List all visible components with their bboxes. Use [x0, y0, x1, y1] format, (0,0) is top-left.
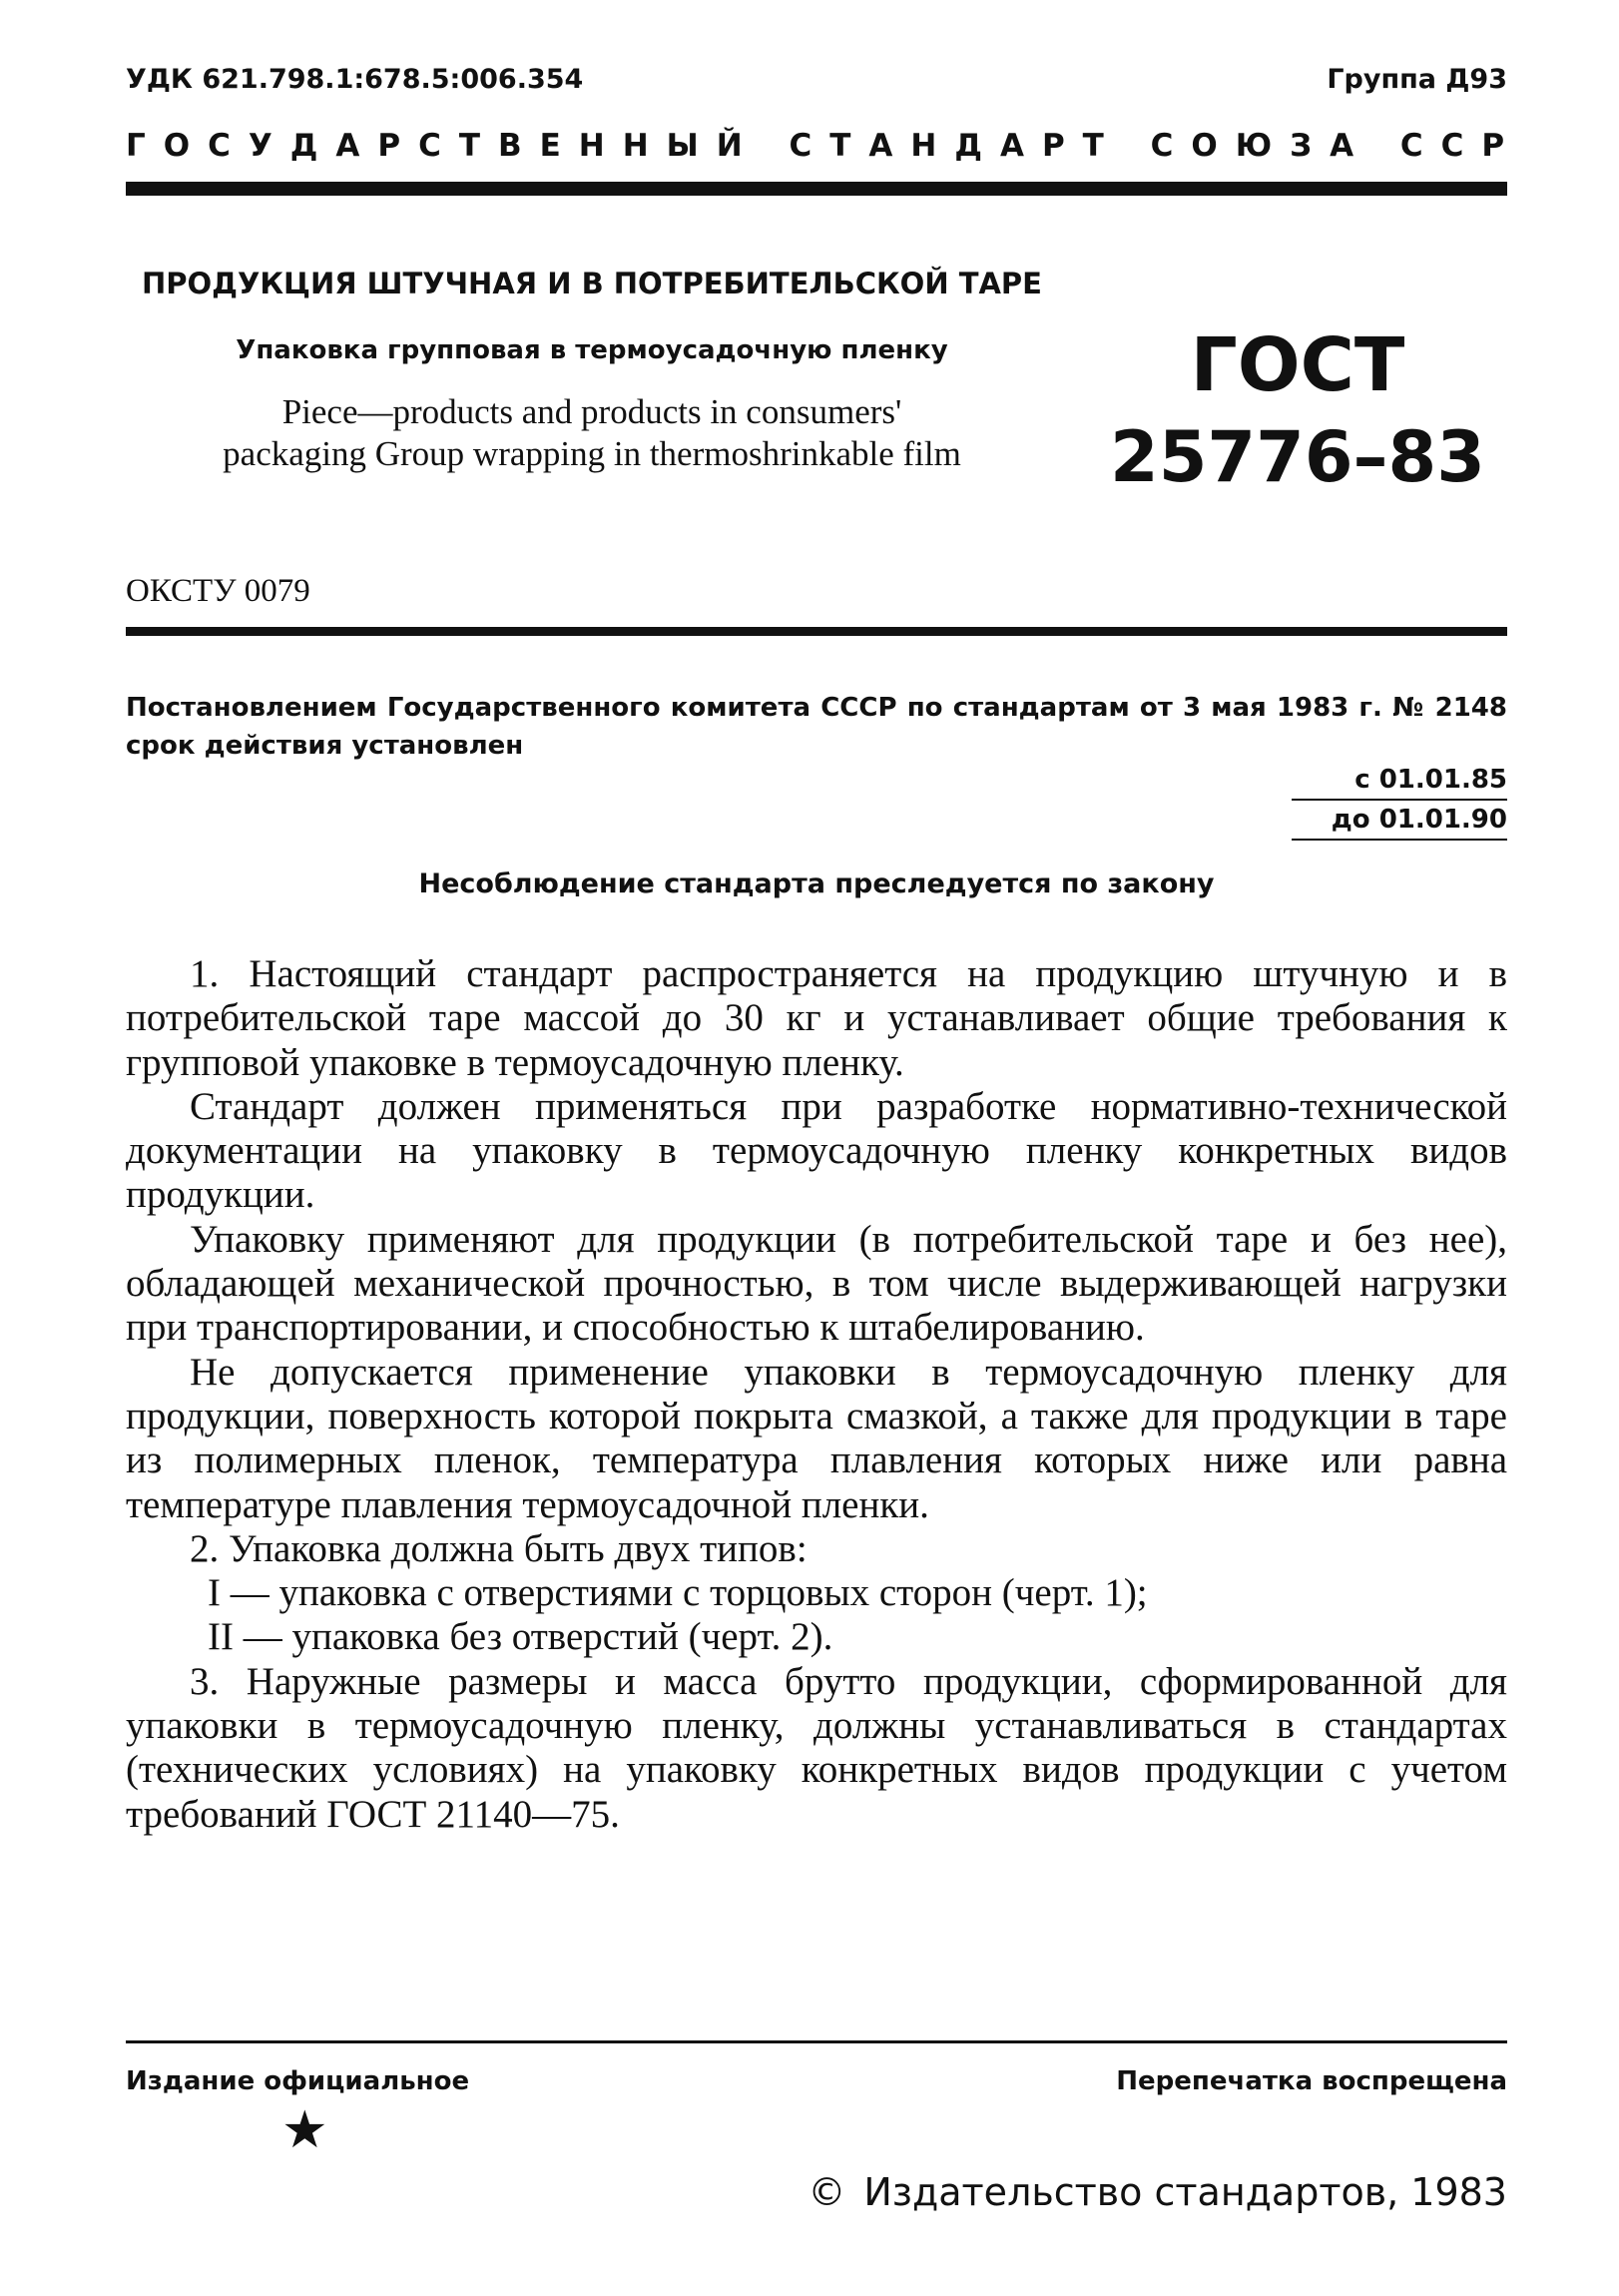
copyright-icon: ©	[808, 2170, 846, 2214]
type-2-item: II — упаковка без отверстий (черт. 2).	[208, 1615, 833, 1659]
title-en-line-2: packaging Group wrapping in thermoshrinkable film	[223, 434, 961, 473]
paragraph-5: 2. Упаковка должна быть двух типов:	[190, 1526, 808, 1570]
title-en-line-1: Piece—products and products in consumers'	[281, 392, 902, 431]
gost-number: 25776–83	[1110, 416, 1485, 498]
paragraph-6: 3. Наружные размеры и масса брутто продукции, сформированной для упаковки в термоусадочную пленку, должны устанавливаться в стандартах (технических условиях) на упаковку конкретных видов продукции с учетом требований ГОСТ 21140—75.	[126, 1659, 1507, 1836]
standard-body	[126, 952, 1507, 1837]
title-ru: ПРОДУКЦИЯ ШТУЧНАЯ И В ПОТРЕБИТЕЛЬСКОЙ ТАРЕ	[141, 267, 1042, 300]
valid-to: до 01.01.90	[1292, 801, 1507, 841]
group-code: Группа Д93	[1327, 64, 1507, 95]
official-edition-label: Издание официальное	[126, 2066, 470, 2096]
legal-notice: Несоблюдение стандарта преследуется по закону	[418, 868, 1215, 899]
paragraph-2: Стандарт должен применяться при разработке нормативно-технической документации на упаковку в термоусадочную пленку конкретных видов продукции.	[126, 1084, 1507, 1217]
title-en	[126, 391, 1058, 475]
middle-rule	[126, 627, 1507, 636]
paragraph-1: 1. Настоящий стандарт распространяется на продукцию штучную и в потребительской таре массой до 30 кг и устанавливает общие требования к групповой упаковке в термоусадочную пленку.	[126, 952, 1507, 1084]
bottom-rule	[126, 2040, 1507, 2043]
copyright-line	[808, 2170, 1507, 2214]
type-1-item: I — упаковка с отверстиями с торцовых сторон (черт. 1);	[208, 1571, 1148, 1615]
state-standard-heading: ГОСУДАРСТВЕННЫЙ СТАНДАРТ СОЮЗА ССР	[126, 128, 1523, 164]
validity-period	[1292, 761, 1507, 841]
paragraph-3: Упаковку применяют для продукции (в потребительской таре и без нее), обладающей механической прочностью, в том числе выдерживающей нагрузки при транспортировании, и способностью к штабелированию.	[126, 1217, 1507, 1350]
valid-from: с 01.01.85	[1292, 761, 1507, 801]
subtitle-ru: Упаковка групповая в термоусадочную пленку	[236, 335, 948, 365]
gost-label: ГОСТ	[1190, 322, 1405, 408]
decree-text: Постановлением Государственного комитета СССР по стандартам от 3 мая 1983 г. № 2148 срок действия установлен	[126, 693, 1507, 761]
reprint-prohibited-label: Перепечатка воспрещена	[1116, 2066, 1507, 2096]
star-icon: ★	[281, 2100, 328, 2160]
top-rule	[126, 182, 1507, 196]
title-block	[126, 262, 1058, 475]
publisher-name: Издательство стандартов, 1983	[863, 2170, 1507, 2214]
okstu-code: ОКСТУ 0079	[126, 573, 310, 609]
udk-code: УДК 621.798.1:678.5:006.354	[126, 64, 584, 95]
paragraph-4: Не допускается применение упаковки в термоусадочную пленку для продукции, поверхность которой покрыта смазкой, а также для продукции в таре из полимерных пленок, температура плавления которых ниже или равна температуре плавления термоусадочной пленки.	[126, 1350, 1507, 1526]
gost-designation	[1098, 321, 1497, 505]
